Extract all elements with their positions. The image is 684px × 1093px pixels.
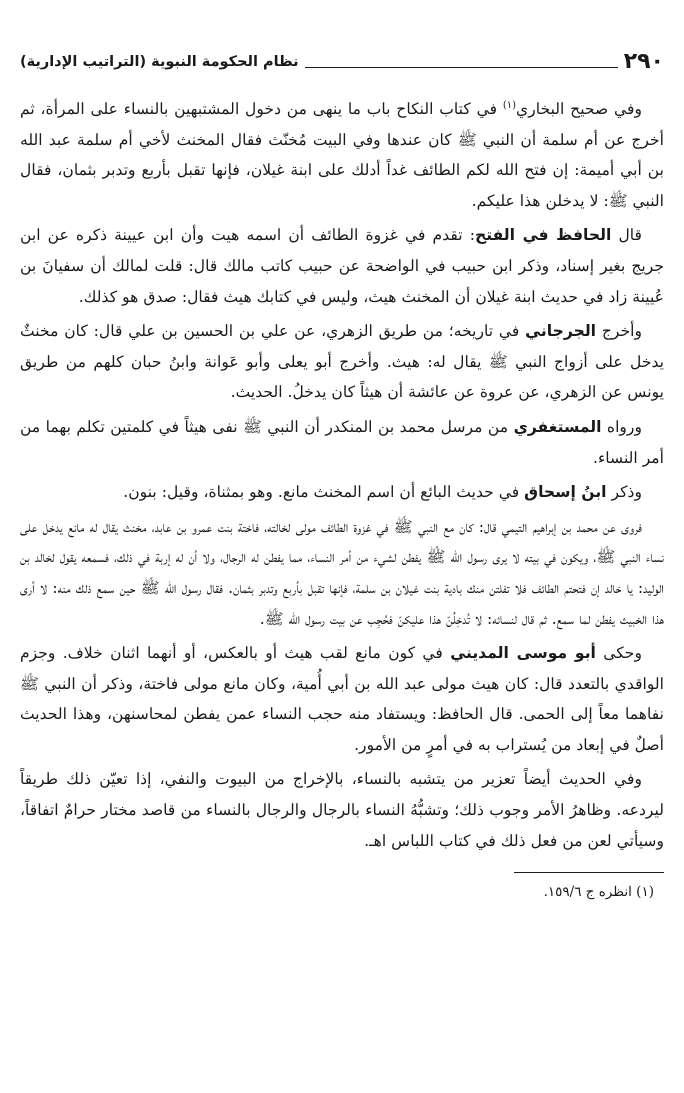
paragraph: [20, 316, 664, 408]
paragraph: [20, 220, 664, 312]
running-title: نظام الحكومة النبوية (التراتيب الإدارية): [20, 54, 299, 70]
paragraph-lead: ورواه: [601, 417, 642, 436]
paragraph: [20, 764, 664, 856]
paragraph: [20, 94, 664, 216]
bold-name: أبو موسى المديني: [450, 644, 596, 663]
paragraph-text: في كون مانع لقب هيث أو بالعكس، أو أنهما اثنان خلاف. وجزم الواقدي بالتعدد قال: كان هيث مولى عبد الله بن أبي أُمية، وكان مانع مولى فاختة، وذكر أن النبي ﷺ نفاهما معاً إلى الحمى. قال الحافظ: ويستفاد منه حجب النساء عمن يفطن لمحاسنهن، وهذا الحديث أصلٌ في إبعاد من يُستراب به في أمرٍ من الأمور.: [20, 644, 664, 754]
paragraph-lead: وحكى: [595, 644, 642, 663]
header-rule: [305, 67, 618, 68]
paragraph: [20, 512, 664, 634]
footnote-marker: (١): [502, 99, 517, 111]
paragraph-text: في حديث البائع أن اسم المخنث مانع. وهو بمثناة، وقيل: بنون.: [123, 483, 525, 502]
paragraph-text: وفي الحديث أيضاً تعزير من يتشبه بالنساء، بالإخراج من البيوت والنفي، إذا تعيّن ذلك طريقاً ليردعه. وظاهرُ الأمر وجوب ذلك؛ وتشبُّهُ النساء بالرجال والرجال بالنساء من قاصد مختار حرامٌ اتفاقاً، وسيأتي لعن من فعل ذلك في كتاب اللباس اهـ.: [20, 770, 664, 850]
paragraph: [20, 638, 664, 760]
book-page: [20, 40, 664, 903]
paragraph-intro: وفي صحيح البخاري: [516, 100, 642, 118]
paragraph-text: فروى عن محمد بن إبراهيم التيمي قال: كان مع النبي ﷺ في غزوة الطائف مولى لخالته، فاختة بنت عمرو بن عابد، مخنث يقال له مانع يدخل على نساء النبي ﷺ، ويكون في بيته لا يرى رسول الله ﷺ يفطن لشيء من أمر النساء، مما يفطن له الرجال، ولا أن له إربة في ذلك، فسمعه يقول لخالد بن الوليد: يا خالد إن فتحتم الطائف فلا تفلتن منك بادية بنت غيلان بن سلمة، فإنها تقبل بأربع وتدبر بثمان. فقال رسول الله ﷺ حين سمع ذلك منه: لا أرى هذا الخبيث يفطن لما سمع. ثم قال لنسائه: لا تُدخِلُنّ هذا عليكنّ فحُجِب عن بيت رسول الله ﷺ.: [20, 517, 664, 628]
bold-name: الجرجاني: [525, 322, 597, 341]
bold-name: ابنُ إسحاق: [524, 483, 607, 502]
paragraph-text: من مرسل محمد بن المنكدر أن النبي ﷺ نفى هيثاً في كلمتين تكلم بهما من أمر النساء.: [20, 417, 664, 467]
bold-name: المستغفري: [513, 417, 602, 436]
paragraph-text: : تقدم في غزوة الطائف أن اسمه هيت وأن ابن عيينة ذكره عن ابن جريج بغير إسناد، وذكر ابن حبيب في الواضحة عن حبيب كاتب مالك قال: قلت لمالك أن سفيانَ بن عُيينة زاد في حديث ابنة غيلان أن المخنث هيث، وليس في كتابك هيث فقال: صدق هو كذلك.: [20, 226, 664, 306]
footnote: (١) انظره ج ١٥٩/٦.: [543, 884, 654, 901]
bold-name: الحافظ في الفتح: [474, 226, 612, 245]
paragraph: [20, 477, 664, 508]
paragraph-lead: وذكر: [606, 483, 642, 502]
paragraph-text: في تاريخه؛ من طريق الزهري، عن علي بن الحسين بن علي قال: كان مخنثٌ يدخل على أزواج النبي ﷺ يقال له: هيث. وأخرج أبو يعلى وأبو عَوانة وابنُ حبان كلهم من طريق يونس عن الزهري، عن عروة عن عائشة أن هيثاً كان يدخلُ. الحديث.: [20, 322, 664, 402]
main-text: [20, 94, 664, 856]
page-number: ٢٩٠: [623, 49, 664, 74]
footnote-rule: [514, 872, 664, 873]
paragraph-lead: وأخرج: [596, 322, 642, 341]
paragraph-text: في كتاب النكاح باب ما ينهى من دخول المشتبهين بالنساء على المرأة، ثم أخرج عن أم سلمة أن النبي ﷺ كان عندها وفي البيت مُخنّث فقال المخنث لأخي أم سلمة عبد الله بن أبي أميمة: إن فتح الله لكم الطائف غداً أدلك على ابنة غيلان، فإنها تقبل بأربع وتدبر بثمان، فقال النبي ﷺ: لا يدخلن هذا عليكم.: [20, 100, 664, 210]
paragraph: [20, 412, 664, 473]
paragraph-lead: قال: [611, 226, 642, 245]
page-header: [20, 40, 664, 76]
